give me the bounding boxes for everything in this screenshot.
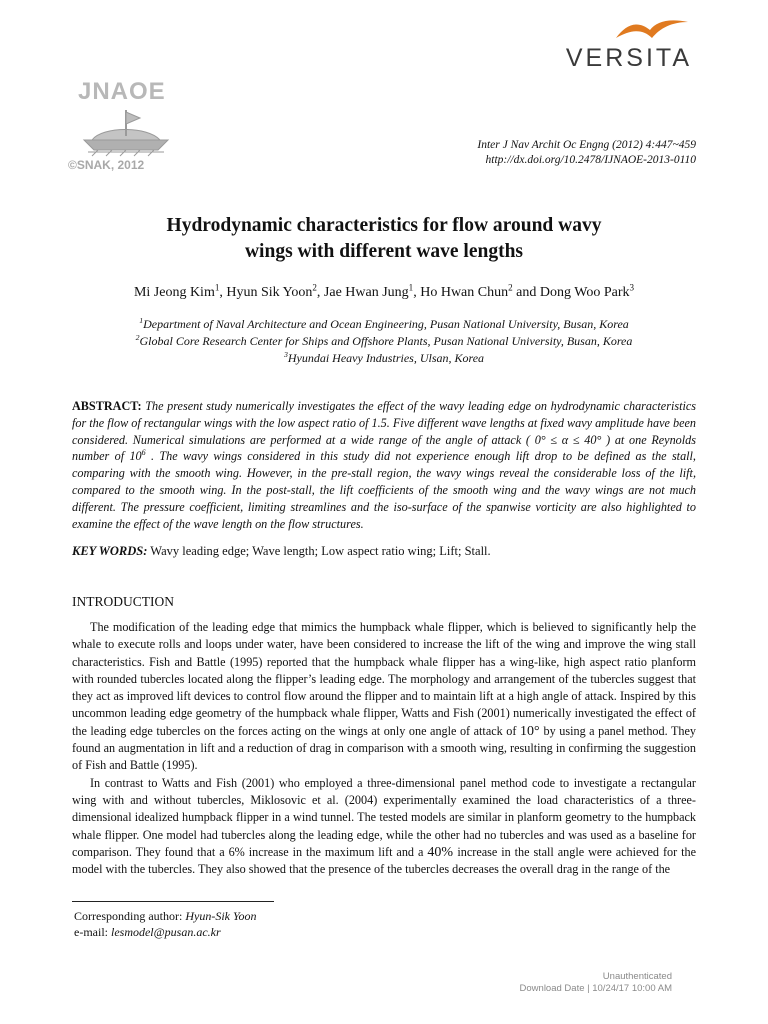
abstract-text: ) at one Reynolds number of: [72, 432, 696, 464]
affiliation-list: [0, 316, 768, 367]
affiliation-mark: 1: [139, 316, 144, 325]
affiliation-mark: 2: [135, 333, 140, 342]
angle-value: 10°: [519, 723, 544, 739]
paragraph: [72, 619, 696, 775]
auth-status: Unauthenticated: [602, 971, 672, 982]
jnaoe-logo: [64, 78, 184, 178]
versita-logo: [552, 16, 692, 72]
keywords-text: Wavy leading edge; Wave length; Low aspect ratio wing; Lift; Stall.: [147, 544, 491, 558]
corresponding-author: [74, 908, 257, 924]
author-separator: ,: [316, 285, 324, 300]
abstract: [72, 398, 696, 532]
journal-citation: Inter J Nav Archit Oc Engng (2012) 4:447~459: [477, 139, 696, 151]
author-separator: and: [512, 285, 540, 300]
author-separator: ,: [219, 285, 227, 300]
author-name: Ho Hwan Chun: [420, 285, 509, 300]
abstract-reynolds: 10: [129, 449, 142, 464]
paper-title: [0, 213, 768, 265]
introduction-body: [72, 619, 696, 878]
affiliation-item: [0, 333, 768, 350]
abstract-label: ABSTRACT:: [72, 399, 142, 413]
author-name: Hyun Sik Yoon: [226, 285, 313, 300]
download-date: Download Date | 10/24/17 10:00 AM: [519, 983, 672, 994]
author-email: [74, 924, 257, 940]
doi-link[interactable]: http://dx.doi.org/10.2478/IJNAOE-2013-0110: [485, 154, 696, 166]
affiliation-text: Hyundai Heavy Industries, Ulsan, Korea: [287, 351, 485, 365]
corresponding-author-label: Corresponding author:: [74, 909, 186, 923]
author-affil-mark: 2: [508, 282, 513, 293]
affiliation-mark: 3: [283, 350, 288, 359]
author-name: Jae Hwan Jung: [323, 285, 409, 300]
author-affil-mark: 2: [312, 282, 317, 293]
footnote-divider: [72, 901, 274, 902]
paragraph-text: The modification of the leading edge that mimics the humpback whale flipper, which is believed to significantly help the whale to execute rolls and loops under water, have been considered to increase the lift of the wing and improve the wing stall characteristics. Fish and Battle (1995) reported that the humpback whale flipper has a wing-like, high aspect ratio planform with rounded tubercles located along the flipper’s leading edge. The morphology and arrangement of the tubercles suggest that they act as improved lift devices to control flow around the flipper and to maintain lift at a high angle of attack. Inspired by this uncommon leading edge geometry of the humpback whale flipper, Watts and Fish (2001) numerically investigated the effect of the leading edge tubercles on the forces acting on the wings at only one angle of attack of: [72, 620, 696, 738]
affiliation-text: Department of Naval Architecture and Ocean Engineering, Pusan National University, Busan, Korea: [143, 317, 629, 331]
footnote: [74, 908, 257, 940]
paragraph-text: increase in the stall angle were achieved for the model with the tubercles. They also showed that the presence of the tubercles decreases the overall drag in the range of the: [72, 844, 697, 877]
journal-reference: [477, 138, 696, 168]
versita-wordmark: VERSITA: [565, 44, 692, 72]
abstract-text: The present study numerically investigates the effect of the wavy leading edge on hydrodynamic characteristics for the flow of rectangular wings with the low aspect ratio of 1.5. Five different wave lengths at fixed wavy amplitude have been considered. Numerical simulations are performed at a wide range of the angle of attack (: [72, 399, 696, 447]
paragraph-text: In contrast to Watts and Fish (2001) who employed a three-dimensional panel method code to investigate a rectangular wing with and without tubercles, Miklosovic et al. (2004) experimentally examined the load characteristics of a three-dimensional idealized humpback flipper in a wind tunnel. The tested models are similar in planform geometry to the humpback whale flipper. One model had tubercles along the leading edge, while the other had no tubercles and was used as a baseline for comparison. They found that a 6% increase in the maximum lift and a: [72, 775, 696, 859]
email-label: e-mail:: [74, 925, 111, 939]
keywords-label: KEY WORDS:: [72, 544, 148, 558]
jnaoe-copyright: ©SNAK, 2012: [68, 158, 145, 172]
author-affil-mark: 1: [214, 282, 220, 293]
download-stamp: [520, 971, 672, 995]
affiliation-text: Global Core Research Center for Ships and Offshore Plants, Pusan National University, Busan, Korea: [139, 334, 633, 348]
paragraph-text: by using a panel method. They found an augmentation in lift and a reduction of drag in comparison with a smooth wing, resulting in confirming the suggestion of Fish and Battle (1995).: [72, 723, 696, 773]
author-separator: ,: [413, 285, 421, 300]
corresponding-author-name: Hyun-Sik Yoon: [185, 909, 257, 923]
jnaoe-wordmark: JNAOE: [78, 78, 166, 105]
abstract-angle-range: 0° ≤ α ≤ 40°: [530, 432, 607, 447]
turtle-ship-icon: [78, 106, 174, 158]
paragraph: [72, 775, 696, 879]
section-heading: INTRODUCTION: [72, 594, 174, 609]
title-line-1: Hydrodynamic characteristics for flow around wavy: [166, 215, 602, 236]
title-line-2: wings with different wave lengths: [244, 241, 524, 262]
author-affil-mark: 1: [408, 282, 414, 293]
abstract-text: . The wavy wings considered in this study did not experience enough lift drop to be defined as the stall, comparing with the smooth wing. However, in the pre-stall region, the wavy wings reveal the considerable loss of the lift, compared to the smooth wing. In the post-stall, the lift coefficients of the smooth wing and the wavy wings are not much different. The pressure coefficient, limiting streamlines and the iso-surface of the spanwise vorticity are also highlighted to examine the effect of the wave length on the flow structures.: [72, 449, 696, 531]
versita-bird-icon: [612, 16, 692, 46]
affiliation-item: [0, 350, 768, 367]
abstract-reynolds-exponent: 6: [141, 448, 146, 458]
author-name: Dong Woo Park: [539, 285, 630, 300]
author-list: [0, 282, 768, 301]
affiliation-item: [0, 316, 768, 333]
author-affil-mark: 3: [629, 282, 635, 293]
keywords: [72, 544, 696, 559]
percent-value: 40%: [427, 844, 458, 860]
email-address[interactable]: lesmodel@pusan.ac.kr: [110, 925, 221, 939]
author-name: Mi Jeong Kim: [133, 285, 215, 300]
